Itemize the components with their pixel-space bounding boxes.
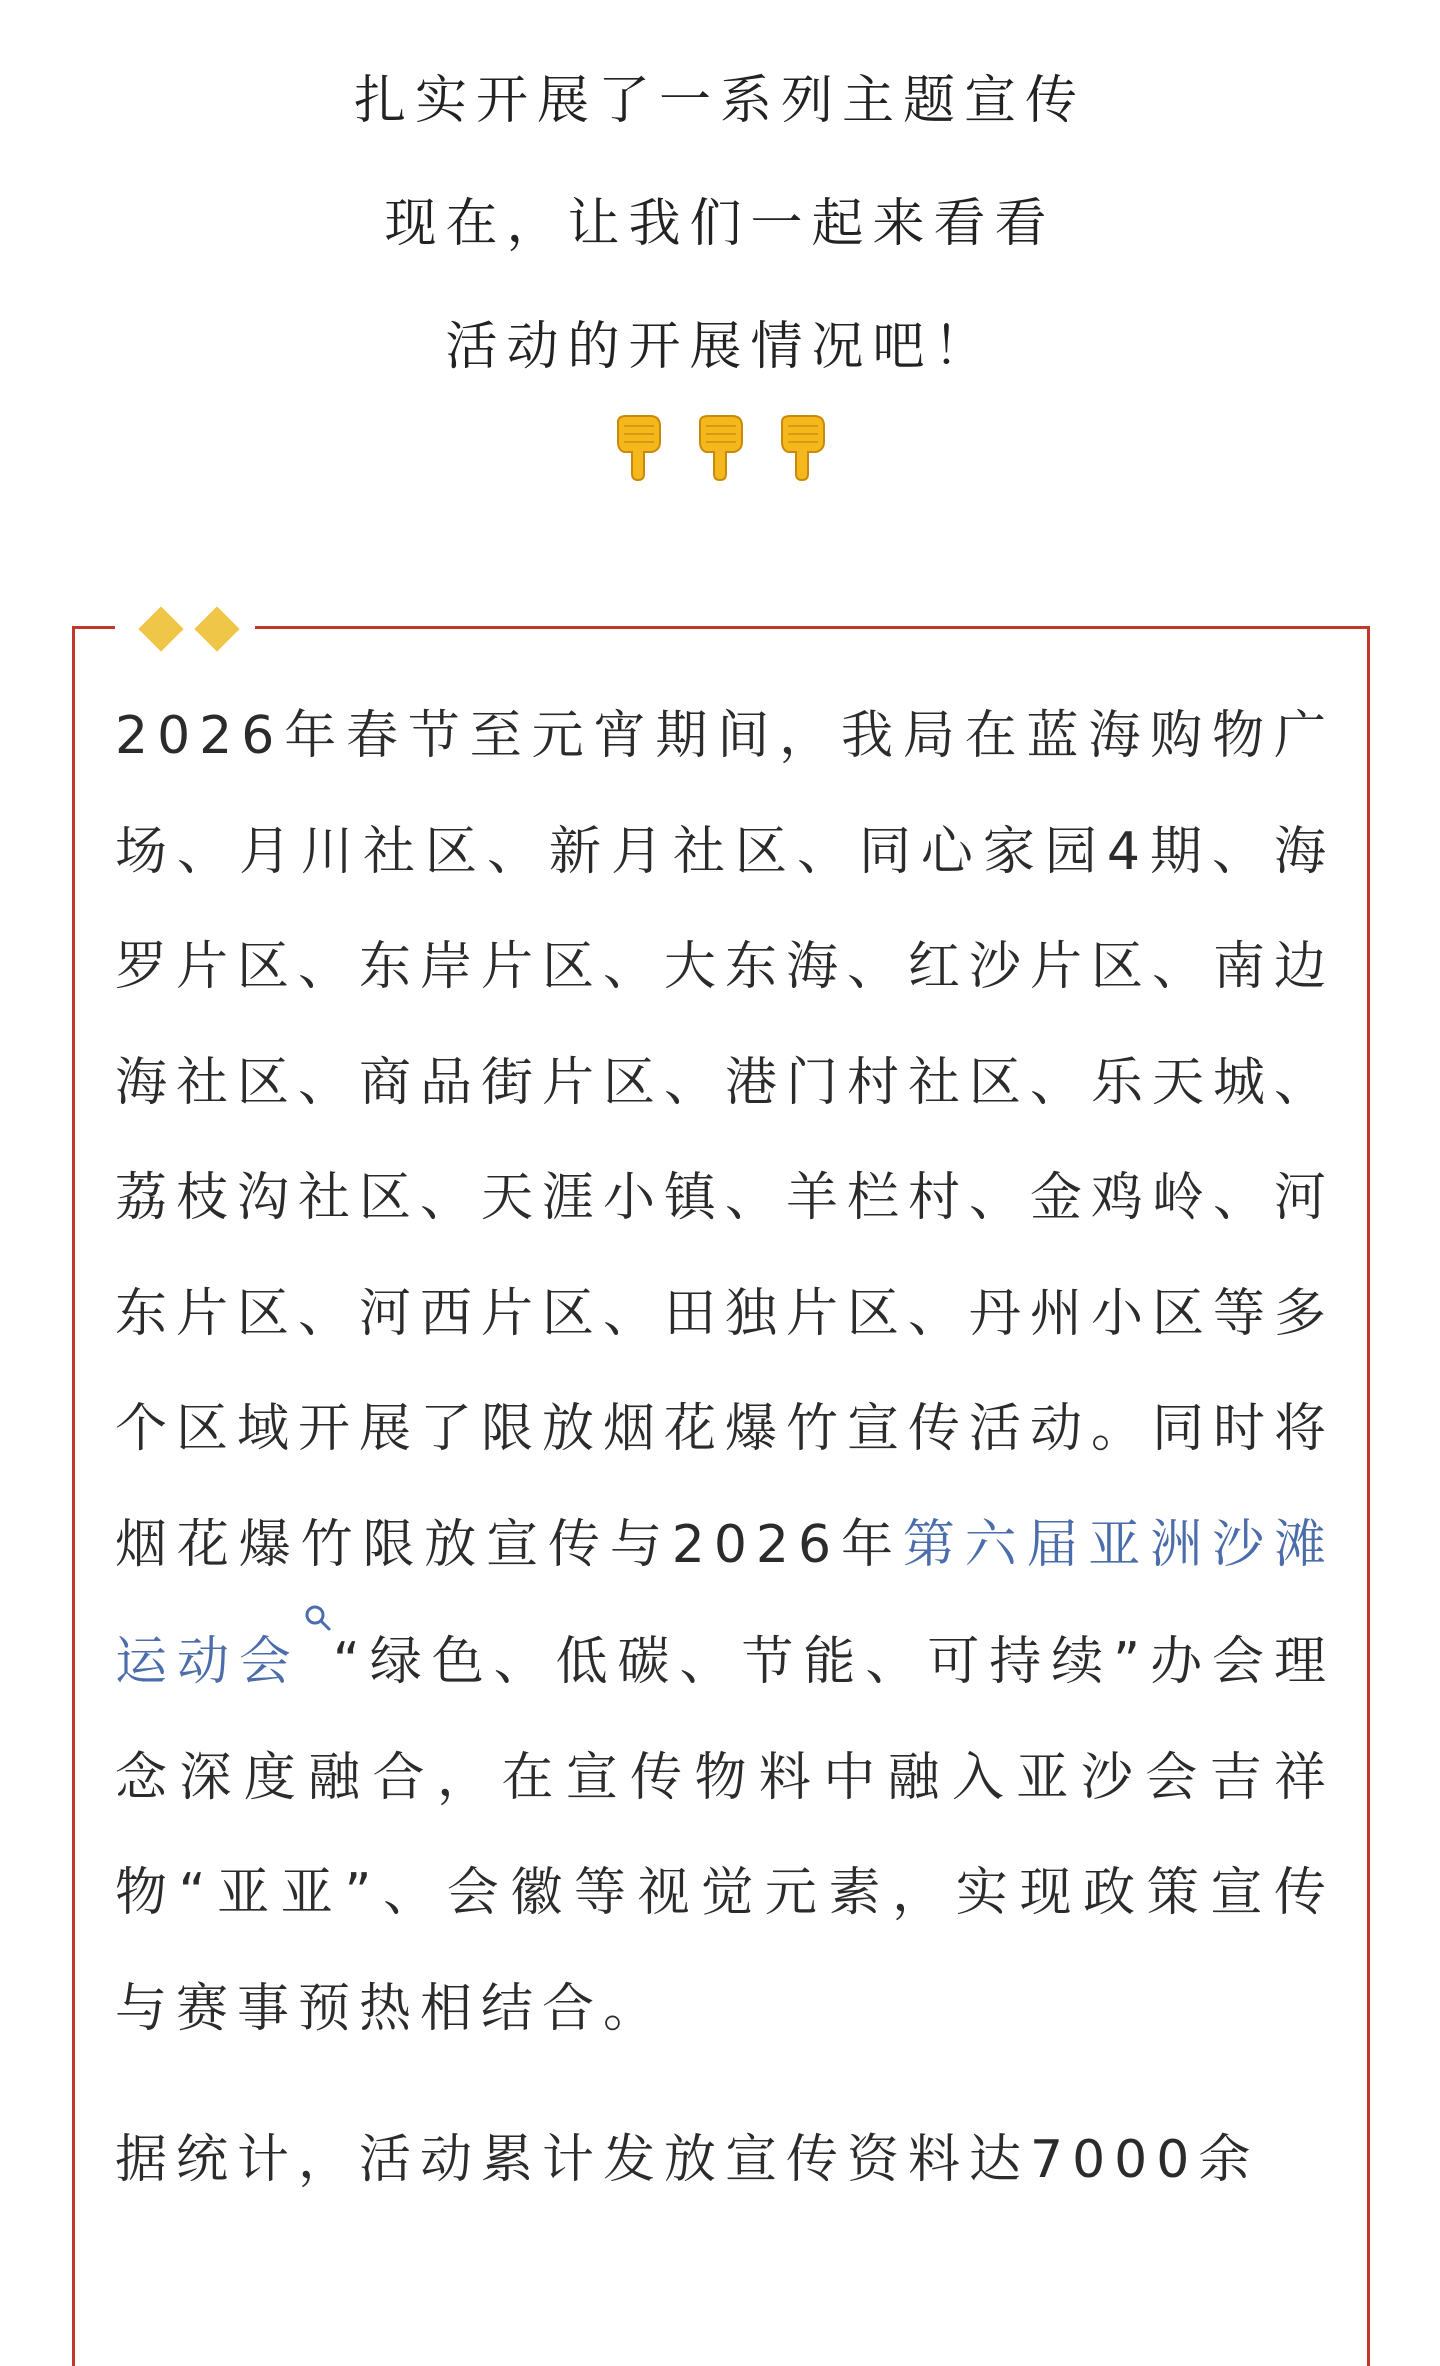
card-body xyxy=(115,679,1335,2255)
paragraph-text-before-link: 2026年春节至元宵期间，我局在蓝海购物广场、月川社区、新月社区、同心家园4期、海罗片区、东岸片区、大东海、红沙片区、南边海社区、商品街片区、港门村社区、乐天城、荔枝沟社区、天涯小镇、羊栏村、金鸡岭、河东片区、河西片区、田独片区、丹州小区等多个区域开展了限放烟花爆竹宣传活动。同时将烟花爆竹限放宣传与2026年 xyxy=(115,706,1336,1575)
search-icon[interactable] xyxy=(303,1603,333,1633)
intro-line-2: 现在，让我们一起来看看 xyxy=(384,194,1056,254)
pointer-emoji-row xyxy=(0,412,1440,482)
backhand-index-pointing-down-icon xyxy=(692,412,748,482)
asian-beach-games-link[interactable]: 第六届亚洲沙滩运动会 xyxy=(115,1514,1335,1693)
paragraph-text-after-link: “绿色、低碳、节能、可持续”办会理念深度融合，在宣传物料中融入亚沙会吉祥物“亚亚”、会徽等视觉元素，实现政策宣传与赛事预热相结合。 xyxy=(115,1632,1335,2039)
paragraph-statistics: 据统计，活动累计发放宣传资料达7000余 xyxy=(115,2130,1260,2191)
intro-section xyxy=(0,40,1440,409)
backhand-index-pointing-down-icon xyxy=(774,412,830,482)
intro-line-1: 扎实开展了一系列主题宣传 xyxy=(353,71,1086,131)
content-card xyxy=(72,626,1370,2366)
diamond-icon xyxy=(194,606,239,651)
paragraph-event-summary xyxy=(115,679,1335,2067)
backhand-index-pointing-down-icon xyxy=(610,412,666,482)
diamond-icon xyxy=(138,606,183,651)
card-corner-decoration xyxy=(115,603,255,655)
intro-line-3: 活动的开展情况吧！ xyxy=(445,317,995,377)
